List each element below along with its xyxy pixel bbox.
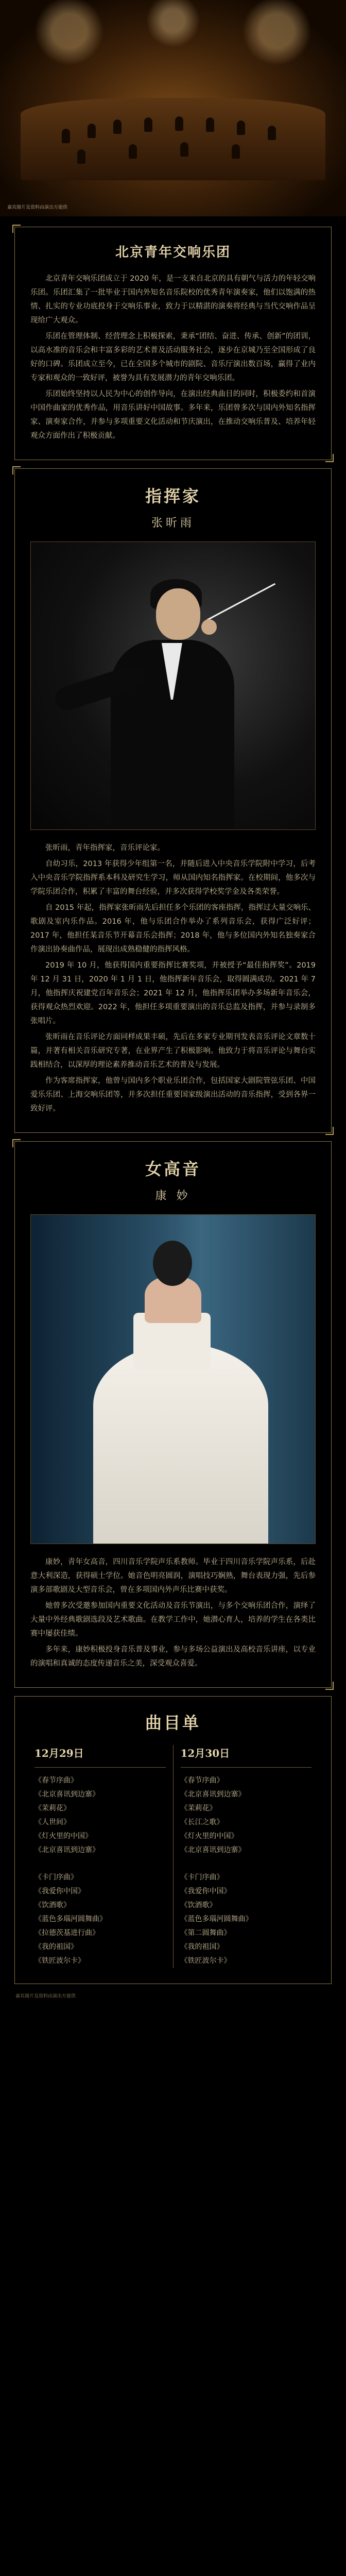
program-item: 《北京喜讯到边寨》 (34, 1790, 99, 1799)
musician-silhouette (129, 144, 137, 159)
program-item: 《北京喜讯到边寨》 (180, 1846, 246, 1854)
musician-silhouette (180, 142, 188, 157)
program-item: 《饮酒歌》 (180, 1901, 217, 1909)
program-col-1229 (27, 1745, 173, 1968)
soprano-paragraph: 康妙，青年女高音，四川音乐学院声乐系教师。毕业于四川音乐学院声乐系，后赴意大利深造，获得硕士学位。她音色明亮圆润，演唱技巧娴熟，舞台表现力强，先后参演多部歌剧及大型音乐会，曾在多项国内外声乐比赛中获奖。 (30, 1558, 316, 1594)
program-date: 12月29日 (34, 1747, 84, 1759)
program-title: 曲目单 (145, 1713, 201, 1733)
program-item: 《拉德茨基进行曲》 (34, 1929, 99, 1937)
program-section (14, 1696, 332, 1984)
program-item: 《我的祖国》 (180, 1943, 224, 1951)
program-item: 《卡门序曲》 (34, 1873, 78, 1882)
program-item: 《灯火里的中国》 (180, 1832, 238, 1840)
conductor-paragraph: 作为客席指挥家，他曾与国内多个职业乐团合作，包括国家大剧院管弦乐团、中国爱乐乐团、上海交响乐团等，并多次担任重要国家级演出活动的音乐指挥，受到各界一致好评。 (30, 1077, 316, 1113)
program-item: 《铁匠波尔卡》 (180, 1957, 231, 1965)
program-item: 《北京喜讯到边寨》 (34, 1846, 99, 1854)
musician-silhouette (206, 117, 214, 132)
soprano-section (14, 1141, 332, 1688)
conductor-paragraph: 张昕雨在音乐评论方面同样成果丰硕，先后在多家专业期刊发表音乐评论文章数十篇，并著有相关音乐研究专著，在业界产生了积极影响。他致力于将音乐评论与舞台实践相结合，以深厚的理论素养推动音乐艺术的普及与发展。 (30, 1033, 316, 1069)
musician-silhouette (62, 129, 70, 143)
program-item: 《饮酒歌》 (34, 1901, 71, 1909)
conductor-paragraph: 张昕雨，青年指挥家，音乐评论家。 (45, 844, 165, 852)
program-item: 《茉莉花》 (180, 1804, 217, 1812)
conductor-head (156, 588, 200, 640)
program-item: 《灯火里的中国》 (34, 1832, 92, 1840)
conductor-paragraph: 自幼习乐，2013 年获得少年组第一名，并随后进入中央音乐学院附中学习，后考入中央音乐学院指挥系本科及研究生学习，师从国内知名指挥家。在校期间，他多次与学院乐团合作，积累了丰富的舞台经验，并多次获得学校奖学金及各类荣誉。 (30, 860, 316, 896)
soprano-photo (30, 1214, 316, 1544)
conductor-hand (201, 619, 217, 635)
musician-silhouette (268, 126, 276, 140)
program-item: 《人世间》 (34, 1818, 71, 1826)
hall-lights (0, 0, 346, 103)
soprano-paragraph: 多年来，康妙积极投身音乐普及事业，参与多场公益演出及高校音乐讲座，以专业的演唱和真诚的态度传递音乐之美，深受观众喜爱。 (30, 1646, 316, 1668)
program-item: 《春节序曲》 (34, 1776, 78, 1785)
image-credit: 嘉宾图片及资料由演出方提供 (15, 1994, 76, 1999)
musician-silhouette (113, 120, 122, 134)
musician-silhouette (144, 117, 152, 132)
conductor-photo (30, 541, 316, 830)
program-item: 《蓝色多瑙河圆舞曲》 (180, 1915, 253, 1923)
program-item: 《第二圆舞曲》 (180, 1929, 231, 1937)
hero-caption: 嘉宾图片及资料由演出方提供 (7, 205, 68, 210)
conductor-paragraph: 自 2015 年起，指挥家张昕雨先后担任多个乐团的客座指挥，指挥过大量交响乐、歌剧及室内乐作品。2016 年，他与乐团合作举办了系列音乐会，获得广泛好评；2017 年，他担任某音乐节开幕音乐会指挥；2018 年，他与多位国内外知名独奏家合作演出协奏曲作品，展现出成熟稳健的指挥风格。 (30, 904, 316, 954)
divider (34, 1767, 166, 1768)
conductor-section (14, 468, 332, 1133)
divider (181, 1767, 312, 1768)
soprano-role: 女高音 (145, 1159, 201, 1179)
program-item: 《我爱你中国》 (34, 1887, 85, 1895)
musician-silhouette (175, 116, 183, 131)
program-item: 《我爱你中国》 (180, 1887, 231, 1895)
program-col-1230 (173, 1745, 319, 1968)
orchestra-title: 北京青年交响乐团 (115, 245, 231, 260)
program-item: 《北京喜讯到边寨》 (180, 1790, 246, 1799)
orchestra-paragraph: 乐团在管理体制、经营理念上积极探索，秉承“团结、奋进、传承、创新”的团训，以高水准的音乐会和丰富多彩的艺术普及活动服务社会，逐步在京城乃至全国形成了良好的口碑。乐团成立至今，已在全国多个城市的剧院、音乐厅演出数百场，赢得了业内专家和观众的一致好评，被誉为具有发展潜力的青年交响乐团。 (30, 332, 316, 382)
orchestra-paragraph: 乐团始终坚持以人民为中心的创作导向，在演出经典曲目的同时，积极委约和首演中国作曲家的优秀作品，用音乐讲好中国故事。多年来，乐团曾多次与国内外知名指挥家、演奏家合作，并参与多项重要文化活动和节庆演出，在推动交响乐普及、培养年轻观众方面作出了积极贡献。 (30, 390, 316, 440)
conductor-paragraph: 2019 年 10 月，他获得国内重要指挥比赛奖项，并被授予“最佳指挥奖”。2019 年 12 月 31 日，2020 年 1 月 1 日，他指挥新年音乐会，取得圆满成功。2021 年 7 月，他指挥庆祝建党百年音乐会；2021 年 12 月，他指挥乐团举办多场新年音乐会，获得观众热烈欢迎。2022 年，他担任多项重要演出的音乐总监及指挥，并参与录制多张唱片。 (30, 961, 316, 1025)
program-item: 《茉莉花》 (34, 1804, 71, 1812)
program-item: 《铁匠波尔卡》 (34, 1957, 85, 1965)
program-item: 《春节序曲》 (180, 1776, 224, 1785)
program-item: 《长江之歌》 (180, 1818, 224, 1826)
program-date: 12月30日 (180, 1747, 230, 1759)
musician-silhouette (237, 121, 245, 135)
soprano-head (153, 1241, 192, 1286)
musician-silhouette (77, 149, 85, 164)
baton-icon (207, 583, 276, 621)
program-item: 《卡门序曲》 (180, 1873, 224, 1882)
conductor-role: 指挥家 (145, 486, 201, 506)
hero-orchestra-photo (0, 0, 346, 216)
orchestra-paragraph: 北京青年交响乐团成立于 2020 年，是一支来自北京的具有朝气与活力的年轻交响乐团。乐团汇集了一批毕业于国内外知名音乐院校的优秀青年演奏家，他们以饱满的热情、扎实的专业功底投身于交响乐事业，致力于以精湛的演奏将经典与当代交响作品呈现给广大观众。 (30, 275, 316, 325)
soprano-name: 康 妙 (155, 1190, 191, 1202)
soprano-paragraph: 她曾多次受邀参加国内重要文化活动及音乐节演出，与多个交响乐团合作，演绎了大量中外经典歌剧选段及艺术歌曲。在教学工作中，她潜心育人，培养的学生在各类比赛中屡获佳绩。 (30, 1602, 316, 1638)
musician-silhouette (232, 144, 240, 159)
program-item: 《我的祖国》 (34, 1943, 78, 1951)
program-item: 《蓝色多瑙河圆舞曲》 (34, 1915, 107, 1923)
program-columns (27, 1745, 319, 1968)
musician-silhouette (88, 124, 96, 138)
conductor-name: 张昕雨 (151, 517, 195, 530)
orchestra-section (14, 227, 332, 460)
soprano-dress (93, 1344, 268, 1544)
